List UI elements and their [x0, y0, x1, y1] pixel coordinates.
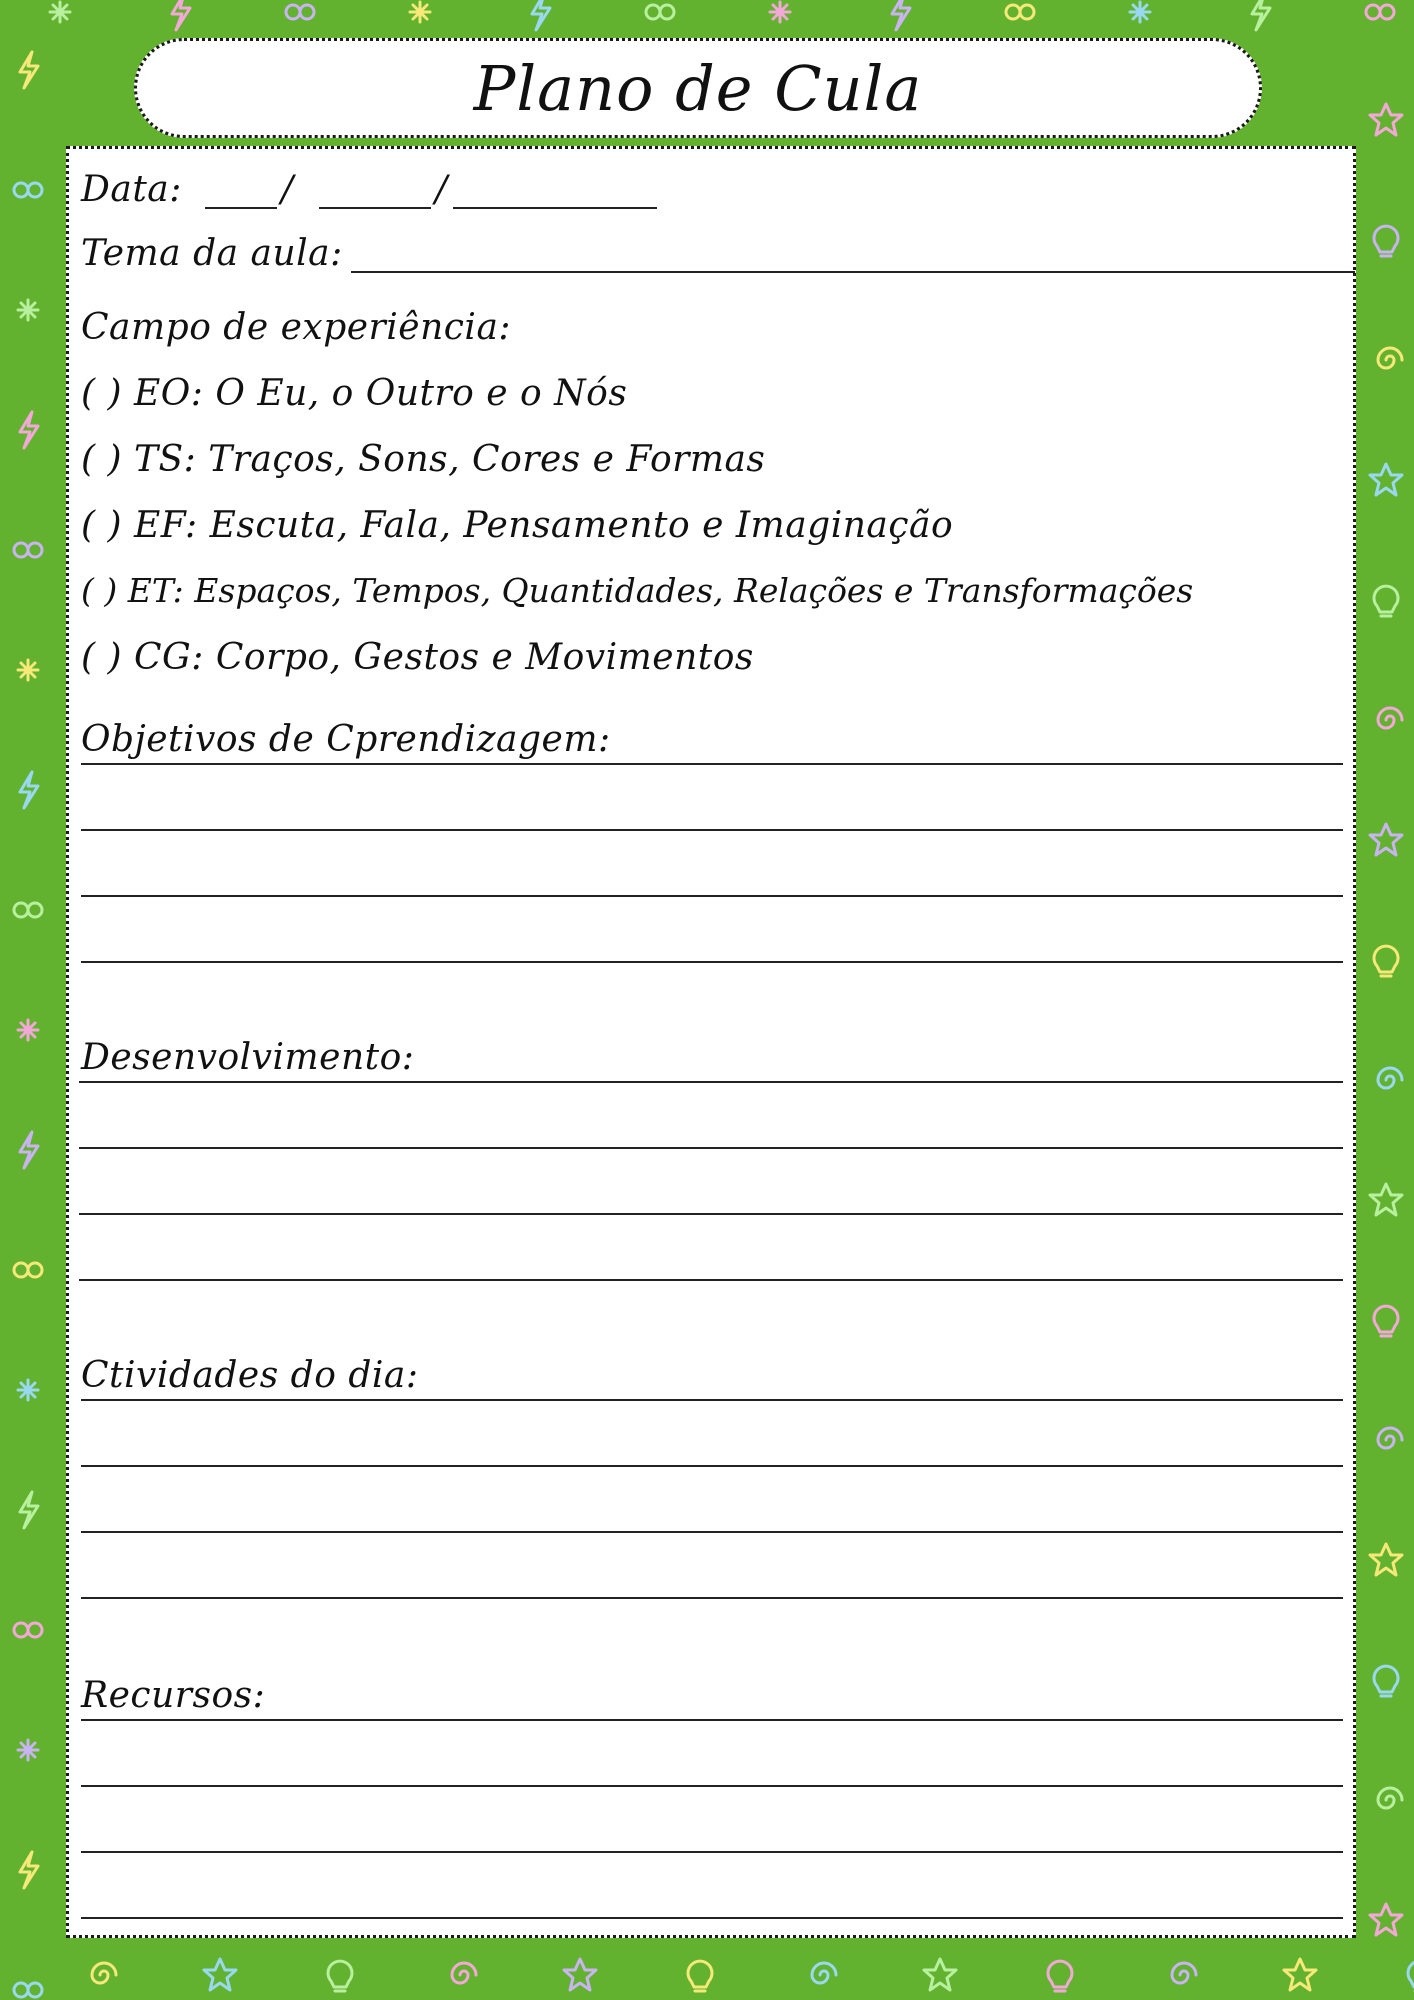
flower-doodle-icon	[646, 5, 674, 19]
bulb-doodle-icon	[1374, 586, 1398, 616]
recursos-line[interactable]	[81, 1917, 1343, 1919]
bolt-doodle-icon	[20, 412, 38, 448]
star-doodle-icon	[204, 1959, 236, 1990]
bolt-doodle-icon	[172, 0, 190, 30]
spark-doodle-icon	[18, 660, 38, 680]
desenvolvimento-heading: Desenvolvimento:	[81, 1037, 415, 1078]
atividades-line[interactable]	[81, 1399, 1343, 1401]
bolt-doodle-icon	[20, 52, 38, 88]
recursos-heading: Recursos:	[81, 1675, 266, 1716]
atividades-heading: Ctividades do dia:	[81, 1355, 419, 1396]
swirl-doodle-icon	[1378, 708, 1402, 728]
flower-doodle-icon	[14, 183, 42, 197]
flower-doodle-icon	[14, 1983, 42, 1997]
flower-doodle-icon	[14, 543, 42, 557]
checkbox-mark[interactable]: ( )	[81, 505, 123, 546]
spark-doodle-icon	[18, 300, 38, 320]
swirl-doodle-icon	[1378, 348, 1402, 368]
swirl-doodle-icon	[812, 1963, 836, 1983]
campo-code: EO:	[134, 373, 204, 414]
campo-code: TS:	[134, 439, 197, 480]
recursos-line[interactable]	[81, 1851, 1343, 1853]
date-month-line[interactable]	[319, 207, 431, 209]
bulb-doodle-icon	[1374, 1666, 1398, 1696]
date-label: Data:	[81, 169, 182, 210]
atividades-line[interactable]	[81, 1531, 1343, 1533]
objetivos-line[interactable]	[81, 829, 1343, 831]
spark-doodle-icon	[770, 2, 790, 22]
flower-doodle-icon	[14, 1623, 42, 1637]
star-doodle-icon	[1370, 1544, 1402, 1575]
campo-text: Traços, Sons, Cores e Formas	[208, 439, 766, 480]
checkbox-mark[interactable]: ( )	[81, 571, 118, 610]
bulb-doodle-icon	[1408, 1961, 1414, 1991]
tema-label: Tema da aula:	[81, 233, 343, 274]
star-doodle-icon	[924, 1959, 956, 1990]
flower-doodle-icon	[14, 903, 42, 917]
date-year-line[interactable]	[453, 207, 657, 209]
page-title: Plano de Cula	[473, 51, 923, 125]
bolt-doodle-icon	[20, 1492, 38, 1528]
bulb-doodle-icon	[1048, 1961, 1072, 1991]
desenvolvimento-line[interactable]	[79, 1147, 1343, 1149]
star-doodle-icon	[1284, 1959, 1316, 1990]
campo-label: Campo de experiência:	[81, 307, 512, 348]
campo-code: CG:	[134, 637, 204, 678]
star-doodle-icon	[1370, 464, 1402, 495]
tema-line[interactable]	[351, 271, 1355, 273]
recursos-line[interactable]	[81, 1785, 1343, 1787]
campo-option-eo[interactable]	[81, 373, 627, 414]
campo-code: EF:	[134, 505, 198, 546]
date-separator-2: /	[435, 169, 448, 210]
flower-doodle-icon	[14, 1263, 42, 1277]
bolt-doodle-icon	[20, 1132, 38, 1168]
campo-text: Corpo, Gestos e Movimentos	[215, 637, 754, 678]
date-separator-1: /	[281, 169, 294, 210]
recursos-line[interactable]	[81, 1719, 1343, 1721]
atividades-line[interactable]	[81, 1465, 1343, 1467]
spark-doodle-icon	[18, 1020, 38, 1040]
desenvolvimento-line[interactable]	[79, 1081, 1343, 1083]
bolt-doodle-icon	[892, 0, 910, 30]
date-day-line[interactable]	[205, 207, 277, 209]
flower-doodle-icon	[286, 5, 314, 19]
campo-text: Escuta, Fala, Pensamento e Imaginação	[209, 505, 954, 546]
objetivos-line[interactable]	[81, 895, 1343, 897]
checkbox-mark[interactable]: ( )	[81, 637, 123, 678]
star-doodle-icon	[1370, 824, 1402, 855]
bulb-doodle-icon	[328, 1961, 352, 1991]
campo-code: ET:	[127, 571, 184, 610]
spark-doodle-icon	[18, 1740, 38, 1760]
campo-text: Espaços, Tempos, Quantidades, Relações e Transformações	[194, 571, 1194, 610]
title-banner	[134, 38, 1262, 138]
flower-doodle-icon	[1006, 5, 1034, 19]
campo-option-ef[interactable]	[81, 505, 953, 546]
spark-doodle-icon	[1130, 2, 1150, 22]
star-doodle-icon	[564, 1959, 596, 1990]
bolt-doodle-icon	[1252, 0, 1270, 30]
star-doodle-icon	[1370, 1904, 1402, 1935]
star-doodle-icon	[1370, 104, 1402, 135]
swirl-doodle-icon	[1378, 1428, 1402, 1448]
star-doodle-icon	[1370, 1184, 1402, 1215]
swirl-doodle-icon	[1378, 1068, 1402, 1088]
swirl-doodle-icon	[452, 1963, 476, 1983]
lesson-plan-sheet	[66, 146, 1356, 1938]
checkbox-mark[interactable]: ( )	[81, 439, 123, 480]
bulb-doodle-icon	[1374, 946, 1398, 976]
objetivos-line[interactable]	[81, 961, 1343, 963]
bulb-doodle-icon	[688, 1961, 712, 1991]
flower-doodle-icon	[1366, 5, 1394, 19]
spark-doodle-icon	[50, 2, 70, 22]
desenvolvimento-line[interactable]	[79, 1279, 1343, 1281]
objetivos-heading: Objetivos de Cprendizagem:	[81, 719, 611, 760]
campo-text: O Eu, o Outro e o Nós	[215, 373, 628, 414]
bolt-doodle-icon	[532, 0, 550, 30]
swirl-doodle-icon	[92, 1963, 116, 1983]
bulb-doodle-icon	[1374, 1306, 1398, 1336]
campo-option-cg[interactable]	[81, 637, 754, 678]
spark-doodle-icon	[410, 2, 430, 22]
spark-doodle-icon	[18, 1380, 38, 1400]
checkbox-mark[interactable]: ( )	[81, 373, 123, 414]
objetivos-line[interactable]	[81, 763, 1343, 765]
campo-option-et[interactable]	[81, 571, 1193, 610]
bolt-doodle-icon	[20, 1852, 38, 1888]
swirl-doodle-icon	[1172, 1963, 1196, 1983]
atividades-line[interactable]	[81, 1597, 1343, 1599]
campo-option-ts[interactable]	[81, 439, 765, 480]
swirl-doodle-icon	[1378, 1788, 1402, 1808]
bolt-doodle-icon	[20, 772, 38, 808]
desenvolvimento-line[interactable]	[79, 1213, 1343, 1215]
bulb-doodle-icon	[1374, 226, 1398, 256]
